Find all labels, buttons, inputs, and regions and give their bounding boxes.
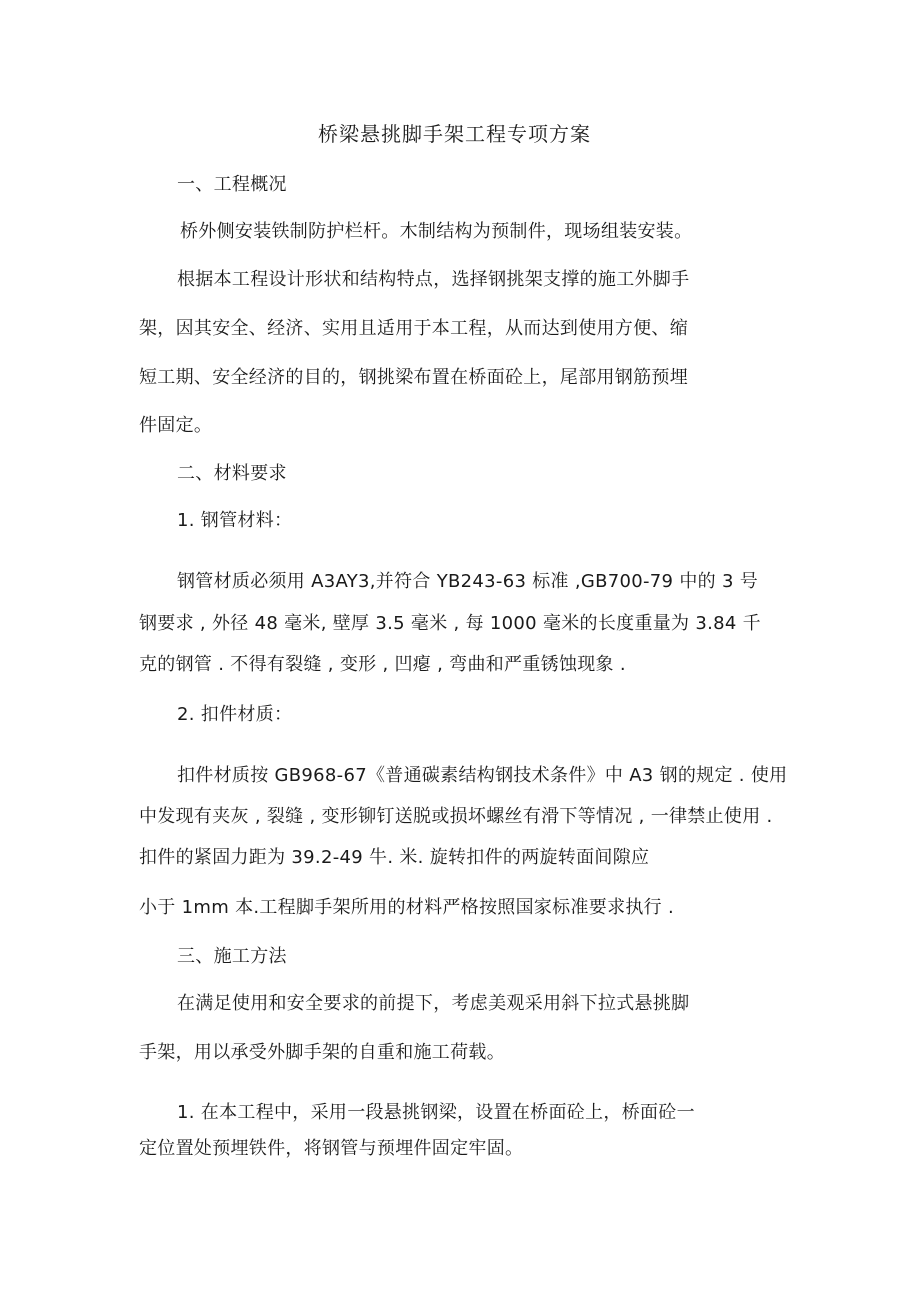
paragraph-line: 架，因其安全、经济、实用且适用于本工程，从而达到使用方便、缩 (139, 318, 688, 339)
subheading-steel-pipe: 1. 钢管材料： (177, 510, 293, 531)
paragraph-line: 钢管材质必须用 A3AY3,并符合 YB243-63 标准 ,GB700-79 中的 3 号 (177, 571, 759, 592)
paragraph-line: 短工期、安全经济的目的，钢挑梁布置在桥面砼上，尾部用钢筋预埋 (139, 367, 688, 388)
paragraph-line: 在满足使用和安全要求的前提下，考虑美观采用斜下拉式悬挑脚 (177, 993, 690, 1014)
paragraph-line: 件固定。 (139, 415, 213, 436)
paragraph-line: 根据本工程设计形状和结构特点，选择钢挑架支撑的施工外脚手 (177, 269, 690, 290)
paragraph-line: 定位置处预埋铁件，将钢管与预埋件固定牢固。 (139, 1138, 524, 1159)
paragraph-line: 扣件的紧固力距为 39.2-49 牛. 米. 旋转扣件的两旋转面间隙应 (139, 847, 650, 868)
paragraph-line: 小于 1mm 本.工程脚手架所用的材料严格按照国家标准要求执行 . (139, 897, 675, 918)
paragraph-line: 中发现有夹灰 , 裂缝 , 变形铆钉送脱或损坏螺丝有滑下等情况 , 一律禁止使用 . (139, 806, 773, 827)
paragraph-line: 扣件材质按 GB968-67《普通碳素结构钢技术条件》中 A3 钢的规定 . 使用 (177, 765, 788, 786)
subheading-fastener: 2. 扣件材质： (177, 704, 293, 725)
paragraph-line: 克的钢管 . 不得有裂缝 , 变形 , 凹瘪 , 弯曲和严重锈蚀现象 . (139, 654, 626, 675)
paragraph-line: 手架，用以承受外脚手架的自重和施工荷载。 (139, 1042, 505, 1063)
document-title: 桥梁悬挑脚手架工程专项方案 (318, 122, 591, 146)
paragraph-line: 桥外侧安装铁制防护栏杆。木制结构为预制件，现场组装安装。 (180, 221, 693, 242)
section-heading-materials: 二、材料要求 (177, 463, 287, 484)
paragraph-line: 1. 在本工程中，采用一段悬挑钢梁，设置在桥面砼上，桥面砼一 (177, 1102, 695, 1123)
section-heading-overview: 一、工程概况 (177, 174, 287, 195)
paragraph-line: 钢要求 , 外径 48 毫米, 壁厚 3.5 毫米 , 每 1000 毫米的长度重量为 3.84 千 (139, 613, 761, 634)
section-heading-construction: 三、施工方法 (177, 946, 287, 967)
